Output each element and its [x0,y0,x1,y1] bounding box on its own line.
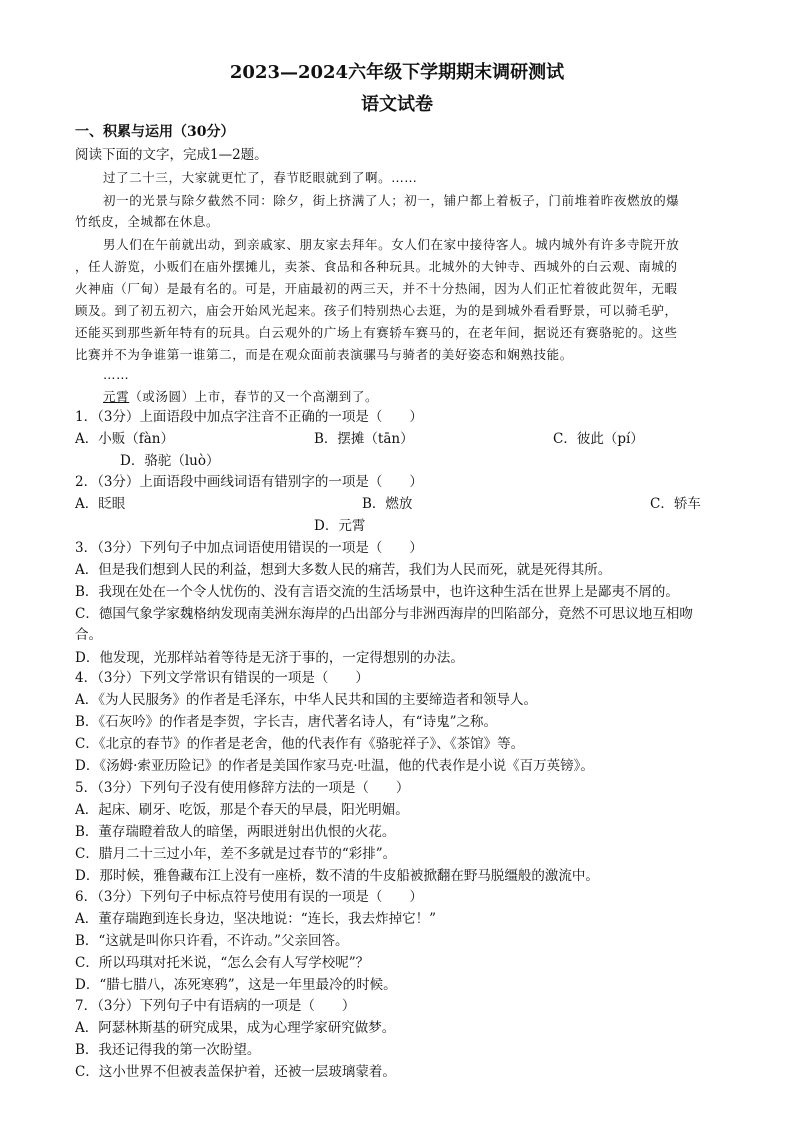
question-stem: 6．（3分）下列句子中标点符号使用有误的一项是（ ） [75,889,423,905]
option-a: A．阿瑟林斯基的研究成果，成为心理学家研究做梦。 [75,1020,396,1036]
question-stem: 1．（3分）上面语段中加点字注音不正确的一项是（ ） [75,409,423,425]
option-b: B．摆摊（tān） [314,431,414,447]
exam-title: 2023—2024六年级下学期期末调研测试 [229,62,565,83]
option-d: D．他发现，光那样站着等待是无济于事的，一定得想别的办法。 [75,650,464,666]
option-b: B．我现在处在一个令人忧伤的、没有言语交流的生活场景中，也许这种生活在世界上是鄙夷不屑的。 [75,584,679,600]
option-a: A．董存瑞跑到连长身边，坚决地说：“连长，我去炸掉它！” [75,911,437,927]
question-stem: 4．（3分）下列文学常识有错误的一项是（ ） [75,670,369,686]
reading-instruction: 阅读下面的文字，完成1—2题。 [75,147,268,163]
option-b: B．“这就是叫你只许看，不许动。”父亲回答。 [75,933,349,949]
option-b: B．董存瑞瞪着敌人的暗堡，两眼迸射出仇恨的火花。 [75,824,396,840]
option-a: A．眨眼 [75,496,126,512]
option-c: C．德国气象学家魏格纳发现南美洲东海岸的凸出部分与非洲西海岸的凹陷部分，竟然不可思议地互相吻 [75,606,693,622]
passage-line: ，任人游览，小贩们在庙外摆摊儿，卖茶、食品和各种玩具。北城外的大钟寺、西城外的白云观、南城的 [75,259,678,274]
option-d: D．骆驼（luò） [120,453,220,469]
passage-line: 元霄（或汤圆）上市，春节的又一个高潮到了。 [103,389,379,404]
question-stem: 7．（3分）下列句子中有语病的一项是（ ） [75,998,356,1014]
option-b: B．燃放 [362,496,413,512]
passage-line: 初一的光景与除夕截然不同：除夕，街上挤满了人；初一，铺户都上着板子，门前堆着昨夜燃放的爆 [103,193,680,208]
option-c-cont: 合。 [75,627,102,643]
option-a: A．但是我们想到人民的利益，想到大多数人民的痛苦，我们为人民而死，就是死得其所。 [75,562,612,578]
option-d: D．“腊七腊八，冻死寒鸦”，这是一年里最冷的时候。 [75,977,397,993]
option-c: C．所以玛琪对托米说，“怎么会有人写学校呢”？ [75,955,370,971]
passage-line: 还能买到那些新年特有的玩具。白云观外的广场上有赛轿车赛马的，在老年间，据说还有赛骆驼的。这些 [75,325,678,340]
question-stem: 2．（3分）上面语段中画线词语有错别字的一项是（ ） [75,474,423,490]
passage-line: 过了二十三，大家就更忙了，春节眨眼就到了啊。…… [103,170,418,185]
option-d: D．那时候，雅鲁藏布江上没有一座桥，数不清的牛皮船被掀翻在野马脱缰般的激流中。 [75,868,599,884]
exam-subtitle: 语文试卷 [361,94,433,115]
option-a: A．起床、刷牙、吃饭，那是个春天的早晨，阳光明媚。 [75,802,409,818]
option-c: C．轿车 [650,496,701,512]
passage-line: 男人们在午前就出动，到亲戚家、朋友家去拜年。女人们在家中接待客人。城内城外有许多寺院开放 [103,237,680,252]
section-heading: 一、积累与运用（30分） [75,124,235,140]
option-c: C．《北京的春节》的作者是老舍，他的代表作有《骆驼祥子》、《茶馆》等。 [75,736,525,752]
option-b: B．《石灰吟》的作者是李贺，字长吉，唐代著名诗人，有“诗鬼”之称。 [75,714,497,730]
option-d: D．元霄 [314,518,366,534]
option-a: A．小贩（fàn） [75,431,174,447]
option-d: D．《汤姆·索亚历险记》的作者是美国作家马克·吐温，他的代表作是小说《百万英镑》。 [75,758,594,774]
question-stem: 3．（3分）下列句子中加点词语使用错误的一项是（ ） [75,540,423,556]
option-a: A．《为人民服务》的作者是毛泽东，中华人民共和国的主要缔造者和领导人。 [75,692,537,708]
underlined-word: 元霄 [103,389,130,404]
passage-line: 火神庙（厂甸）是最有名的。可是，开庙最初的两三天，并不十分热闹，因为人们正忙着彼此贺年，无暇 [75,281,678,296]
passage-line: 比赛并不为争谁第一谁第二，而是在观众面前表演骡马与骑者的美好姿态和娴熟技能。 [75,347,573,362]
option-c: C．彼此（pí） [553,431,644,447]
option-b: B．我还记得我的第一次盼望。 [75,1042,261,1058]
passage-line: 顾及。到了初五初六，庙会开始风光起来。孩子们特别热心去逛，为的是到城外看看野景，可以骑毛驴， [75,303,678,318]
option-c: C．这小世界不但被表盖保护着，还被一层玻璃蒙着。 [75,1064,396,1080]
passage-line: 竹纸皮，全城都在休息。 [75,214,220,229]
question-stem: 5．（3分）下列句子没有使用修辞方法的一项是（ ） [75,780,410,796]
option-c: C．腊月二十三过小年，差不多就是过春节的“彩排”。 [75,846,397,862]
passage-ellipsis: …… [103,367,130,382]
